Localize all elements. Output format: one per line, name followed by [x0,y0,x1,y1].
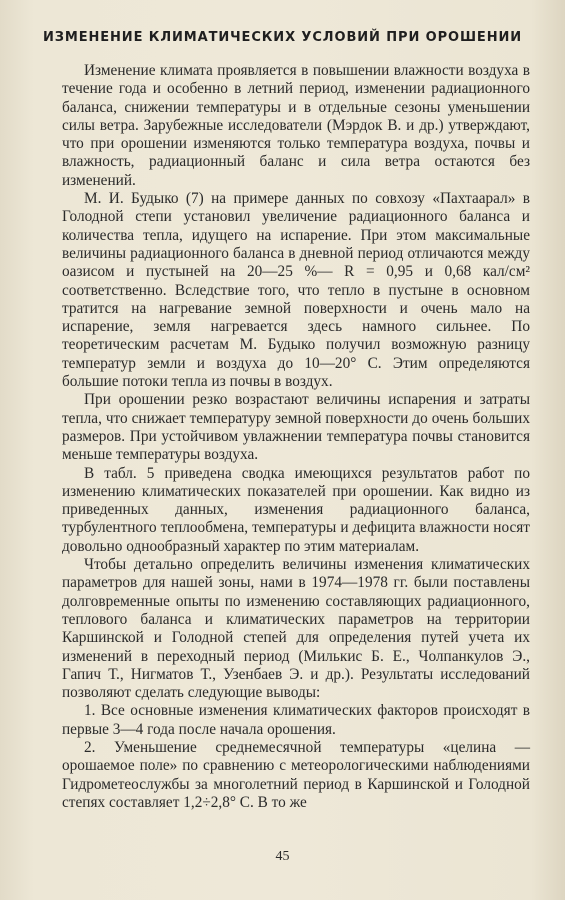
paragraph: При орошении резко возрастают величины испарения и затраты тепла, что снижает температуру земной поверхности до очень больших размеров. При устойчивом увлажнении температура почвы становится меньше температуры воздуха. [62,391,530,464]
paragraph: 2. Уменьшение среднемесячной температуры «целина — орошаемое поле» по сравнению с метеорологическими наблюдениями Гидрометеослужбы за многолетний период в Каршинской и Голодной степях составляет 1,2÷2,8° С. В то же [62,738,530,811]
paragraph: Чтобы детально определить величины изменения климатических параметров для нашей зоны, нами в 1974—1978 гг. были поставлены долговременные опыты по изменению составляющих радиационного, теплового баланса и климатических параметров на территории Каршинской и Голодной степей для определения путей учета их изменений в переходный период (Милькис Б. Е., Чолпанкулов Э., Гапич Т., Нигматов Т., Узенбаев Э. и др.). Результаты исследований позволяют сделать следующие выводы: [62,556,530,702]
paragraph: 1. Все основные изменения климатических факторов происходят в первые 3—4 года после начала орошения. [62,702,530,738]
paragraph: В табл. 5 приведена сводка имеющихся результатов работ по изменению климатических показателей при орошении. Как видно из приведенных данных, изменения радиационного баланса, турбулентного теплообмена, температуры и дефицита влажности носят довольно однообразный характер по этим материалам. [62,464,530,555]
running-header: ИЗМЕНЕНИЕ КЛИМАТИЧЕСКИХ УСЛОВИЙ ПРИ ОРОШЕНИИ [42,30,523,45]
paragraph: М. И. Будыко (7) на примере данных по совхозу «Пахтаарал» в Голодной степи установил увеличение радиационного баланса и количества тепла, идущего на испарение. При этом максимальные величины радиационного баланса в дневной период отличаются между оазисом и пустыней на 20—25 %— R = 0,95 и 0,68 кал/см² соответственно. Вследствие того, что тепло в пустыне в основном тратится на нагревание земной поверхности и очень мало на испарение, земля нагревается здесь намного сильнее. По теоретическим расчетам М. Будыко получил возможную разницу температур земли и воздуха до 10—20° С. Этим определяются большие потоки тепла из почвы в воздух. [62,190,530,391]
body-text [62,62,530,812]
page-number: 45 [275,849,290,864]
paragraph: Изменение климата проявляется в повышении влажности воздуха в течение года и особенно в летний период, изменении радиационного баланса, снижении температуры и в отдельные сезоны уменьшении силы ветра. Зарубежные исследователи (Мэрдок В. и др.) утверждают, что при орошении изменяются только температура воздуха, почвы и влажность, радиационный баланс и сила ветра остаются без изменений. [62,62,530,189]
